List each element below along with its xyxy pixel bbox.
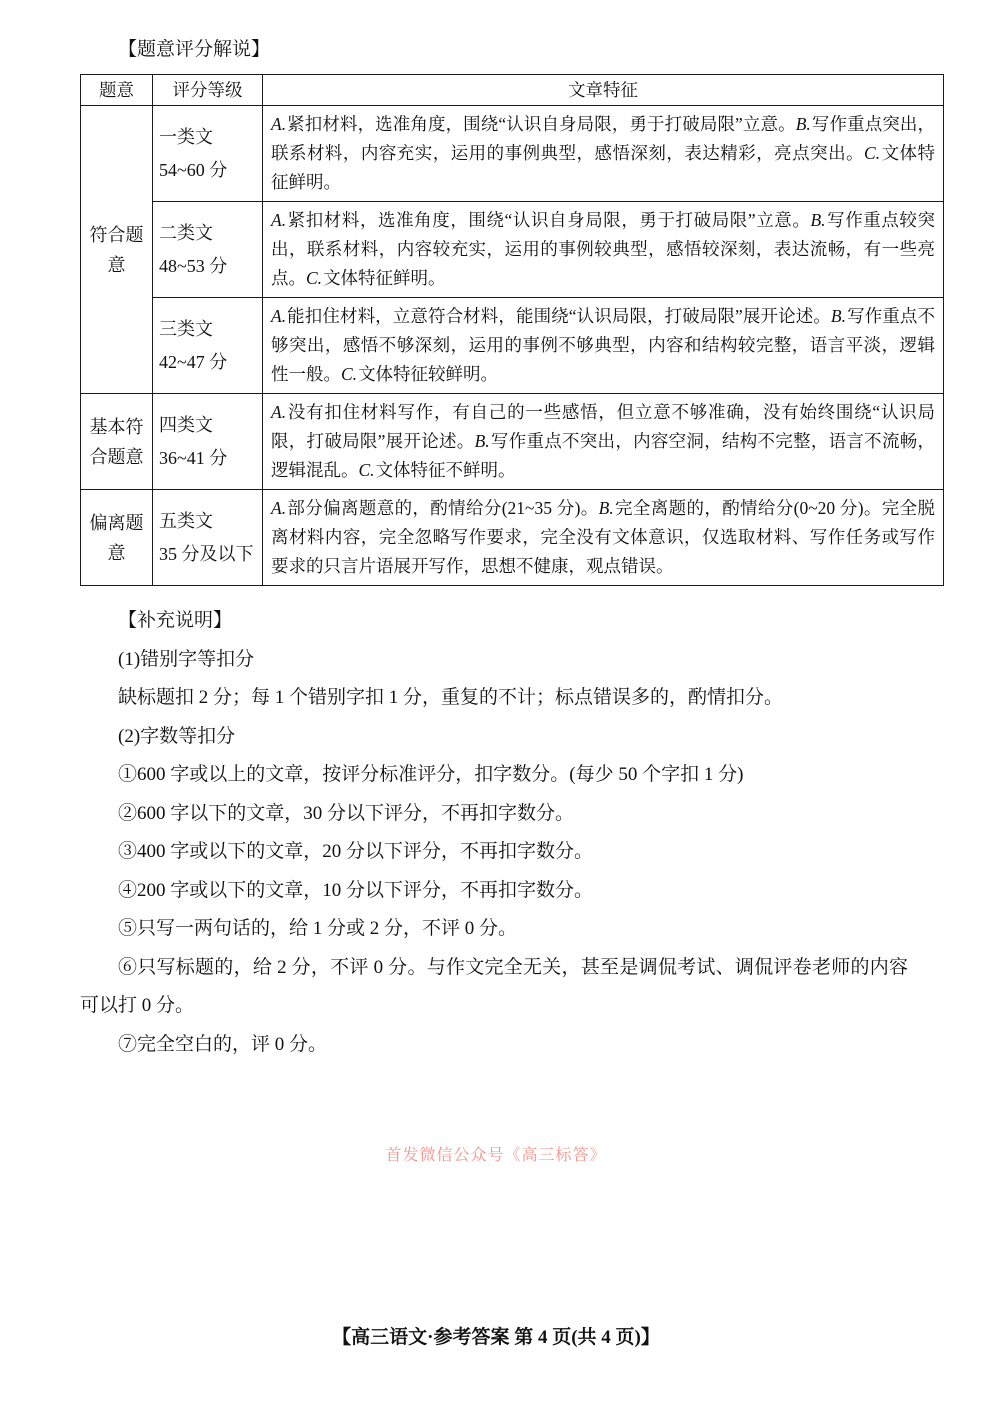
category-cell: 偏离题意	[81, 490, 153, 586]
category-cell: 基本符合题意	[81, 394, 153, 490]
grade-cell	[153, 394, 263, 490]
supplement-line: 缺标题扣 2 分；每 1 个错别字扣 1 分，重复的不计；标点错误多的，酌情扣分。	[118, 687, 784, 708]
grade-cell	[153, 490, 263, 586]
page-footer: 【高三语文·参考答案 第 4 页(共 4 页)】	[332, 1327, 660, 1348]
rubric-row	[81, 106, 944, 202]
rubric-row	[81, 298, 944, 394]
supplement-line: (1)错别字等扣分	[118, 648, 255, 670]
features-cell: A.紧扣材料，选准角度，围绕“认识自身局限，勇于打破局限”立意。B.写作重点突出，联系材料，内容充实，运用的事例典型，感悟深刻，表达精彩，亮点突出。C.文体特征鲜明。	[263, 106, 944, 202]
grade-name: 一类文	[159, 126, 213, 147]
grade-name: 二类文	[159, 222, 213, 243]
rubric-row	[81, 202, 944, 298]
grade-name: 三类文	[159, 318, 213, 339]
header-topic: 题意	[81, 75, 153, 106]
grade-score-range: 54~60 分	[159, 159, 228, 180]
supplement-line: ③400 字或以下的文章，20 分以下评分，不再扣字数分。	[118, 841, 594, 862]
grade-cell	[153, 298, 263, 394]
supplement-line: ①600 字或以上的文章，按评分标准评分，扣字数分。(每少 50 个字扣 1 分)	[118, 764, 744, 785]
supplement-line: ②600 字以下的文章，30 分以下评分，不再扣字数分。	[118, 802, 575, 824]
header-features: 文章特征	[263, 75, 944, 106]
features-cell: A.能扣住材料，立意符合材料，能围绕“认识局限，打破局限”展开论述。B.写作重点不够突出，感悟不够深刻，运用的事例不够典型，内容和结构较完整，语言平淡，逻辑性一般。C.文体特征较鲜明。	[263, 298, 944, 394]
grade-cell	[153, 202, 263, 298]
features-cell: A.没有扣住材料写作，有自己的一些感悟，但立意不够准确，没有始终围绕“认识局限，打破局限”展开论述。B.写作重点不突出，内容空洞，结构不完整，语言不流畅，逻辑混乱。C.文体特征不鲜明。	[263, 394, 944, 490]
features-cell: A.部分偏离题意的，酌情给分(21~35 分)。B.完全离题的，酌情给分(0~20 分)。完全脱离材料内容，完全忽略写作要求，完全没有文体意识，仅选取材料、写作任务或写作要求的只言片语展开写作，思想不健康，观点错误。	[263, 490, 944, 586]
grade-name: 四类文	[159, 414, 213, 435]
supplement-line: (2)字数等扣分	[118, 725, 236, 747]
rubric-header-row	[81, 75, 944, 106]
grade-score-range: 36~41 分	[159, 447, 228, 468]
supplement-lines	[80, 641, 908, 1065]
supplement-line: ⑤只写一两句话的，给 1 分或 2 分，不评 0 分。	[118, 918, 518, 939]
rubric-table	[80, 74, 944, 586]
rubric-section-title: 【题意评分解说】	[118, 39, 271, 60]
rubric-row	[81, 490, 944, 586]
grade-cell	[153, 106, 263, 202]
rubric-table-body	[81, 106, 944, 586]
supplement-section	[80, 602, 908, 1064]
supplement-line: ⑥只写标题的，给 2 分，不评 0 分。与作文完全无关，甚至是调侃考试、调侃评卷老师的内容可以打 0 分。	[80, 956, 908, 1016]
grade-score-range: 42~47 分	[159, 351, 228, 372]
supplement-line: ④200 字或以下的文章，10 分以下评分，不再扣字数分。	[118, 879, 594, 901]
grade-name: 五类文	[159, 510, 213, 531]
features-cell: A.紧扣材料，选准角度，围绕“认识自身局限，勇于打破局限”立意。B.写作重点较突出，联系材料，内容较充实，运用的事例较典型，感悟较深刻，表达流畅，有一些亮点。C.文体特征鲜明。	[263, 202, 944, 298]
supplement-line: ⑦完全空白的，评 0 分。	[118, 1033, 328, 1055]
watermark-text: 首发微信公众号《高三标答》	[385, 1147, 607, 1164]
grade-score-range: 35 分及以下	[159, 543, 254, 564]
grade-score-range: 48~53 分	[159, 255, 228, 276]
category-cell: 符合题意	[81, 106, 153, 394]
header-grade-level: 评分等级	[153, 75, 263, 106]
supplement-title: 【补充说明】	[118, 610, 233, 631]
rubric-row	[81, 394, 944, 490]
